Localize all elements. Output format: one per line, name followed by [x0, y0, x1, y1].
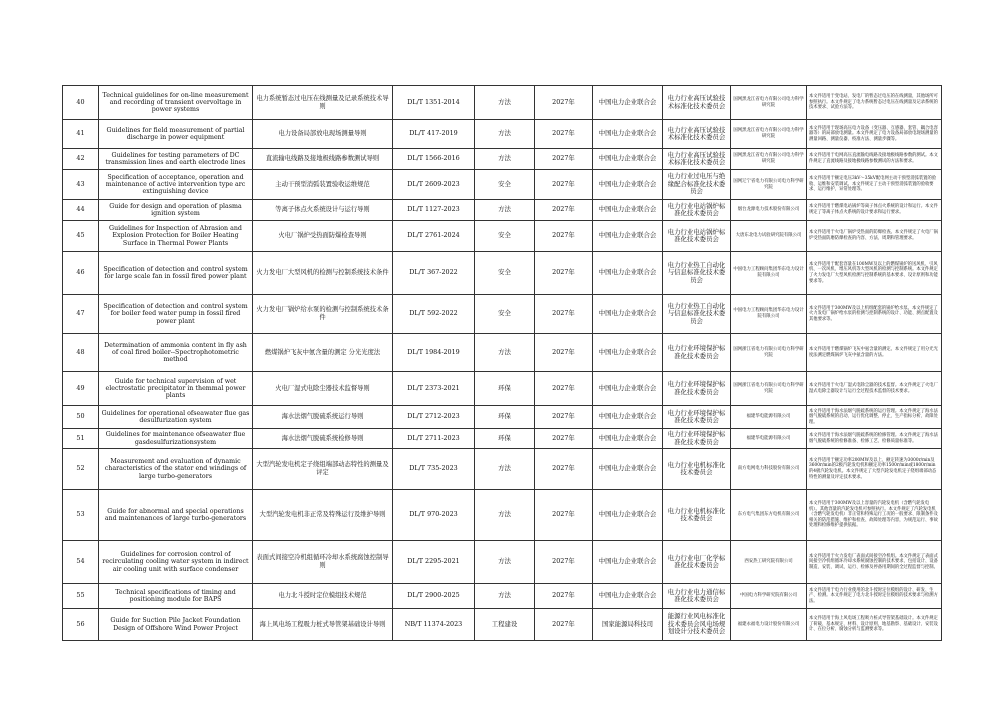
cell-scope-summary: 本文件适用于火电厂湿式电除尘器的技术监督。本文件规定了火电厂湿式电除尘器设计与运行全过程技术监督的技术要求。: [807, 372, 942, 406]
cell-chinese-title: 海水法烟气脱硫系统运行导则: [253, 406, 393, 429]
cell-chinese-title: 直流输电线路及接地极线路参数测试导则: [253, 149, 393, 170]
cell-english-title: Guidelines for field measurement of partial discharge in power equipment: [99, 120, 253, 149]
cell-chinese-title: 海上风电场工程吸力桩式导管架基础设计导则: [253, 609, 393, 641]
table-row: [63, 334, 942, 372]
cell-standard-code: DL/T 970-2023: [393, 490, 475, 541]
table-row: [63, 120, 942, 149]
cell-english-title: Specification of acceptance, operation and maintenance of active intervention type arc extinguishing device: [99, 170, 253, 200]
cell-no: 44: [63, 200, 99, 221]
cell-category: 环保: [475, 406, 535, 429]
cell-year: 2027年: [535, 200, 593, 221]
cell-no: 50: [63, 406, 99, 429]
cell-category: 安全: [475, 252, 535, 295]
cell-standard-code: DL/T 1984-2019: [393, 334, 475, 372]
cell-scope-summary: 本文件适用于300MW及以上机组配套的锅炉给水泵。本文件规定了火力发电厂锅炉给水泵的检测与控制系统的设计、功能、测点配置及其他要求等。: [807, 295, 942, 334]
cell-drafting-org: 国网黑龙江省电力有限公司电力科学研究院: [731, 149, 807, 170]
cell-english-title: Guide for technical supervision of wet electrostatic precipitator in themmal power plants: [99, 372, 253, 406]
cell-category: 方法: [475, 490, 535, 541]
cell-scope-summary: 本文件适用于海水法烟气脱硫系统的运行管理。本文件规定了海水法烟气脱硫系统的启动、运行优化调整、停止、生产指标分析、故障处理。: [807, 406, 942, 429]
cell-category: 安全: [475, 295, 535, 334]
cell-no: 47: [63, 295, 99, 334]
cell-department: 中国电力企业联合会: [593, 490, 663, 541]
cell-category: 方法: [475, 86, 535, 120]
cell-drafting-org: 福建华电能源有限公司: [731, 406, 807, 429]
table-row: [63, 490, 942, 541]
cell-category: 方法: [475, 584, 535, 609]
cell-department: 中国电力企业联合会: [593, 149, 663, 170]
cell-year: 2027年: [535, 372, 593, 406]
table-row: [63, 429, 942, 449]
cell-department: 中国电力企业联合会: [593, 372, 663, 406]
cell-drafting-org: 大唐东北电力试验研究院有限公司: [731, 221, 807, 252]
table-row: [63, 541, 942, 584]
cell-scope-summary: 本文件适用于现场高压电力设备（变压器、互感器、套管、耦合电容器等）的局部放电测量。本文件规定了电力设备局部放电现场测量的测量回路、测量仪器、校准方法、测量步骤等。: [807, 120, 942, 149]
cell-no: 46: [63, 252, 99, 295]
cell-english-title: Measurement and evaluation of dynamic characteristics of the stator end windings of large turbo-generators: [99, 449, 253, 490]
cell-scope-summary: 本文件适用于燃煤锅炉飞灰中氨含量的测定。本文件规定了用分光光度法测定燃煤锅炉飞灰中氨含量的方法。: [807, 334, 942, 372]
cell-department: 中国电力企业联合会: [593, 295, 663, 334]
cell-chinese-title: 海水法烟气脱硫系统检修导则: [253, 429, 393, 449]
cell-drafting-org: 福建永福电力设计股份有限公司: [731, 609, 807, 641]
table-row: [63, 170, 942, 200]
cell-standard-code: DL/T 2761-2024: [393, 221, 475, 252]
cell-year: 2027年: [535, 406, 593, 429]
cell-category: 方法: [475, 149, 535, 170]
cell-technical-committee: 电力行业热工自动化与信息标准化技术委员会: [663, 295, 731, 334]
cell-year: 2027年: [535, 221, 593, 252]
cell-technical-committee: 电力行业高压试验技术标准化技术委员会: [663, 120, 731, 149]
cell-department: 中国电力企业联合会: [593, 584, 663, 609]
cell-no: 55: [63, 584, 99, 609]
cell-drafting-org: 烟台龙源电力技术股份有限公司: [731, 200, 807, 221]
cell-drafting-org: 东方电气集团东方电机有限公司: [731, 490, 807, 541]
cell-english-title: Determination of ammonia content in fly ash of coal fired boiler--Spectrophotometric method: [99, 334, 253, 372]
table-row: [63, 372, 942, 406]
cell-no: 41: [63, 120, 99, 149]
cell-no: 45: [63, 221, 99, 252]
cell-technical-committee: 电力行业环境保护标准化技术委员会: [663, 372, 731, 406]
cell-category: 方法: [475, 334, 535, 372]
cell-department: 中国电力企业联合会: [593, 120, 663, 149]
cell-chinese-title: 主动干预型消弧装置验收运维规范: [253, 170, 393, 200]
cell-technical-committee: 电力行业电机标准化技术委员会: [663, 490, 731, 541]
cell-category: 方法: [475, 541, 535, 584]
cell-scope-summary: 本文件适用于额定功率200MW及以上、额定转速为3000r/min及3600r/min的2极汽轮发电机和额定功率1500r/min或1800r/min的4极汽轮发电机。本文件规定了大型汽轮发电机定子绕组端部动态特性的测量及评定技术要求。: [807, 449, 942, 490]
cell-standard-code: DL/T 2712-2023: [393, 406, 475, 429]
table-row: [63, 449, 942, 490]
cell-scope-summary: 本文件适用于火力发电厂表面式间接空冷机组。本文件规定了表面式间接空冷机组循环冷却水系统腐蚀控制的技术要求，包括设计、设备制造、安装、调试、运行、检修及停备用期间的全过程监督与控制。: [807, 541, 942, 584]
cell-technical-committee: 电力行业电站锅炉标准化技术委员会: [663, 200, 731, 221]
cell-drafting-org: 国网黑龙江省电力有限公司电力科学研究院: [731, 120, 807, 149]
cell-category: 方法: [475, 200, 535, 221]
cell-technical-committee: 电力行业电机标准化技术委员会: [663, 449, 731, 490]
cell-department: 国家能源局科技司: [593, 609, 663, 641]
table-row: [63, 86, 942, 120]
cell-english-title: Guide for Suction Pile Jacket Foundation Design of Offshore Wind Power Project: [99, 609, 253, 641]
cell-year: 2027年: [535, 584, 593, 609]
cell-scope-summary: 本文件适用于海水法烟气脱硫系统的检修管理。本文件规定了海水法烟气脱硫系统的检修准备、检修工艺、检修质量标准等。: [807, 429, 942, 449]
cell-drafting-org: 国网浙江省电力有限公司电力科学研究院: [731, 372, 807, 406]
cell-year: 2027年: [535, 170, 593, 200]
cell-drafting-org: 国网浙江省电力有限公司电力科学研究院: [731, 334, 807, 372]
cell-english-title: Guidelines for maintenance ofseawater flue gasdesulfurizationsystem: [99, 429, 253, 449]
cell-department: 中国电力企业联合会: [593, 429, 663, 449]
cell-scope-summary: 本文件适用于变电站、发电厂的暂态过电压的在线测量，其他场所可参照执行。本文件规定了电力系统暂态过电压在线测量及记录系统的技术要求、试验方法等。: [807, 86, 942, 120]
cell-year: 2027年: [535, 120, 593, 149]
cell-category: 安全: [475, 170, 535, 200]
cell-year: 2027年: [535, 295, 593, 334]
cell-chinese-title: 大型汽轮发电机定子绕组端部动态特性的测量及评定: [253, 449, 393, 490]
cell-standard-code: DL/T 1127-2023: [393, 200, 475, 221]
cell-year: 2027年: [535, 149, 593, 170]
cell-no: 49: [63, 372, 99, 406]
cell-chinese-title: 燃煤锅炉飞灰中氨含量的测定 分光光度法: [253, 334, 393, 372]
cell-year: 2027年: [535, 609, 593, 641]
cell-department: 中国电力企业联合会: [593, 541, 663, 584]
cell-drafting-org: 中国电力工程顾问集团华东电力设计院有限公司: [731, 295, 807, 334]
table-row: [63, 406, 942, 429]
cell-scope-summary: 本文件适用于配套容量在100MW及以上的燃煤锅炉的送风机、引风机、一次风机、增压风机等大型风机的检测与控制系统。本文件规定了火力发电厂大型风机检测与控制系统的基本要求、设计原则和功能要求等。: [807, 252, 942, 295]
cell-standard-code: DL/T 2711-2023: [393, 429, 475, 449]
cell-department: 中国电力企业联合会: [593, 221, 663, 252]
cell-scope-summary: 本文件适用于额定电压3kV～35kV配电网主动干预型消弧装置的验收、运维和安装调试。本文件规定了主动干预型消弧装置的验收要求、运行维护、异常处理等。: [807, 170, 942, 200]
cell-english-title: Guidelines for operational ofseawater flue gas desulfurization system: [99, 406, 253, 429]
cell-standard-code: NB/T 11374-2023: [393, 609, 475, 641]
cell-technical-committee: 电力行业电厂化学标准化技术委员会: [663, 541, 731, 584]
cell-year: 2027年: [535, 429, 593, 449]
cell-no: 52: [63, 449, 99, 490]
cell-standard-code: DL/T 1351-2014: [393, 86, 475, 120]
cell-technical-committee: 电力行业环境保护标准化技术委员会: [663, 429, 731, 449]
cell-category: 安全: [475, 221, 535, 252]
cell-english-title: Specification of detection and control system for boiler feed water pump in fossil fired power plant: [99, 295, 253, 334]
cell-standard-code: DL/T 417-2019: [393, 120, 475, 149]
cell-english-title: Guidelines for corrosion control of recirculating cooling water system in indirect air cooling unit with surface condenser: [99, 541, 253, 584]
cell-year: 2027年: [535, 541, 593, 584]
standards-table: [62, 85, 942, 641]
cell-english-title: Guide for abnormal and special operations and maintenances of large turbo-generators: [99, 490, 253, 541]
cell-technical-committee: 电力行业高压试验技术标准化技术委员会: [663, 86, 731, 120]
table-row: [63, 149, 942, 170]
cell-scope-summary: 本文件适用于电力行业使用的北斗授时定位模组的设计、研发、生产、检测。本文件规定了电力北斗授时定位模组的技术要求与检测方法。: [807, 584, 942, 609]
cell-standard-code: DL/T 2295-2021: [393, 541, 475, 584]
cell-standard-code: DL/T 2373-2021: [393, 372, 475, 406]
cell-drafting-org: 中国电力科学研究院有限公司: [731, 584, 807, 609]
cell-technical-committee: 电力行业环境保护标准化技术委员会: [663, 334, 731, 372]
cell-chinese-title: 火电厂湿式电除尘器技术监督导则: [253, 372, 393, 406]
cell-standard-code: DL/T 1566-2016: [393, 149, 475, 170]
cell-scope-summary: 本文件适用于海上风电场工程吸力桩式导管架基础设计。本文件规定了荷载、基本规定、材料、设计原则、地基勘察、基础设计、安装设计、在位分析、腐蚀分析与监测要求等。: [807, 609, 942, 641]
cell-english-title: Guide for design and operation of plasma ignition system: [99, 200, 253, 221]
cell-drafting-org: 国网辽宁省电力有限公司电力科学研究院: [731, 170, 807, 200]
cell-scope-summary: 本文件适用于燃煤电站锅炉等离子体点火系统的设计和运行。本文件规定了等离子体点火系统的设计要求和运行要求。: [807, 200, 942, 221]
table-row: [63, 584, 942, 609]
cell-no: 42: [63, 149, 99, 170]
cell-technical-committee: 能源行业风电标准化技术委员会风电场规划设计分技术委员会: [663, 609, 731, 641]
cell-year: 2027年: [535, 86, 593, 120]
cell-year: 2027年: [535, 490, 593, 541]
cell-category: 环保: [475, 429, 535, 449]
cell-department: 中国电力企业联合会: [593, 406, 663, 429]
cell-no: 53: [63, 490, 99, 541]
cell-chinese-title: 大型汽轮发电机非正常及特殊运行及维护导则: [253, 490, 393, 541]
cell-scope-summary: 本文件适用于300MW及以上容量的汽轮发电机（含燃气轮发电机）。其他容量的汽轮发电机可参照执行。本文件规定了汽轮发电机（含燃气轮发电机）非正常和特殊运行工况的一般要求、限制条件及相关的防范措施、维护和检查、故障处理等内容，为规范运行、事故处理和检修维护提供依据。: [807, 490, 942, 541]
cell-scope-summary: 本文件适用于火电厂锅炉受热面的防爆检查。本文件规定了火电厂锅炉受热面防磨防爆检查的内容、方法、周期和管理要求。: [807, 221, 942, 252]
cell-no: 40: [63, 86, 99, 120]
cell-standard-code: DL/T 2900-2025: [393, 584, 475, 609]
cell-chinese-title: 火电厂锅炉受热面防爆检查导则: [253, 221, 393, 252]
table-row: [63, 295, 942, 334]
cell-english-title: Technical specifications of timing and positioning module for BAPS: [99, 584, 253, 609]
cell-category: 方法: [475, 449, 535, 490]
cell-no: 51: [63, 429, 99, 449]
cell-no: 54: [63, 541, 99, 584]
cell-technical-committee: 电力行业热工自动化与信息标准化技术委员会: [663, 252, 731, 295]
cell-drafting-org: 国网黑龙江省电力有限公司电力科学研究院: [731, 86, 807, 120]
cell-year: 2027年: [535, 449, 593, 490]
cell-english-title: Guidelines for testing parameters of DC transmission lines and earth electrode lines: [99, 149, 253, 170]
cell-no: 48: [63, 334, 99, 372]
cell-chinese-title: 电力设备局部放电现场测量导则: [253, 120, 393, 149]
cell-technical-committee: 电力行业电力通信标准化技术委员会: [663, 584, 731, 609]
cell-drafting-org: 南方电网电力科技股份有限公司: [731, 449, 807, 490]
cell-chinese-title: 电力系统暂态过电压在线测量及记录系统技术导则: [253, 86, 393, 120]
cell-category: 方法: [475, 120, 535, 149]
table-row: [63, 221, 942, 252]
cell-department: 中国电力企业联合会: [593, 252, 663, 295]
cell-department: 中国电力企业联合会: [593, 334, 663, 372]
cell-standard-code: DL/T 2609-2023: [393, 170, 475, 200]
cell-no: 43: [63, 170, 99, 200]
cell-english-title: Technical guidelines for on-line measurement and recording of transient overvoltage in power systems: [99, 86, 253, 120]
cell-scope-summary: 本文件适用于电网高压直流输电线路及接地极线路参数的测试。本文件规定了直流线路及接地极线路参数测试的方法和要求。: [807, 149, 942, 170]
cell-english-title: Guidelines for Inspection of Abrasion and Explosion Protection for Boiler Heating Surface in Thermal Power Plants: [99, 221, 253, 252]
table-row: [63, 252, 942, 295]
cell-english-title: Specification of detection and control system for large scale fan in fossil fired power plant: [99, 252, 253, 295]
cell-department: 中国电力企业联合会: [593, 449, 663, 490]
cell-technical-committee: 电力行业环境保护标准化技术委员会: [663, 406, 731, 429]
cell-standard-code: DL/T 592-2022: [393, 295, 475, 334]
cell-technical-committee: 电力行业电站锅炉标准化技术委员会: [663, 221, 731, 252]
cell-chinese-title: 等离子体点火系统设计与运行导则: [253, 200, 393, 221]
cell-category: 环保: [475, 372, 535, 406]
cell-year: 2027年: [535, 334, 593, 372]
cell-chinese-title: 表面式间接空冷机组循环冷却水系统腐蚀控制导则: [253, 541, 393, 584]
cell-chinese-title: 火力发电厂大型风机的检测与控制系统技术条件: [253, 252, 393, 295]
cell-drafting-org: 西安热工研究院有限公司: [731, 541, 807, 584]
cell-drafting-org: 中国电力工程顾问集团华东电力设计院有限公司: [731, 252, 807, 295]
cell-technical-committee: 电力行业过电压与绝缘配合标准化技术委员会: [663, 170, 731, 200]
cell-chinese-title: 电力北斗授时定位模组技术规范: [253, 584, 393, 609]
table-row: [63, 609, 942, 641]
cell-department: 中国电力企业联合会: [593, 170, 663, 200]
cell-drafting-org: 福建华电能源有限公司: [731, 429, 807, 449]
table-row: [63, 200, 942, 221]
cell-standard-code: DL/T 367-2022: [393, 252, 475, 295]
cell-category: 工程建设: [475, 609, 535, 641]
cell-year: 2027年: [535, 252, 593, 295]
cell-department: 中国电力企业联合会: [593, 86, 663, 120]
cell-department: 中国电力企业联合会: [593, 200, 663, 221]
cell-standard-code: DL/T 735-2023: [393, 449, 475, 490]
cell-technical-committee: 电力行业高压试验技术标准化技术委员会: [663, 149, 731, 170]
cell-chinese-title: 火力发电厂锅炉给水泵的检测与控制系统技术条件: [253, 295, 393, 334]
cell-no: 56: [63, 609, 99, 641]
